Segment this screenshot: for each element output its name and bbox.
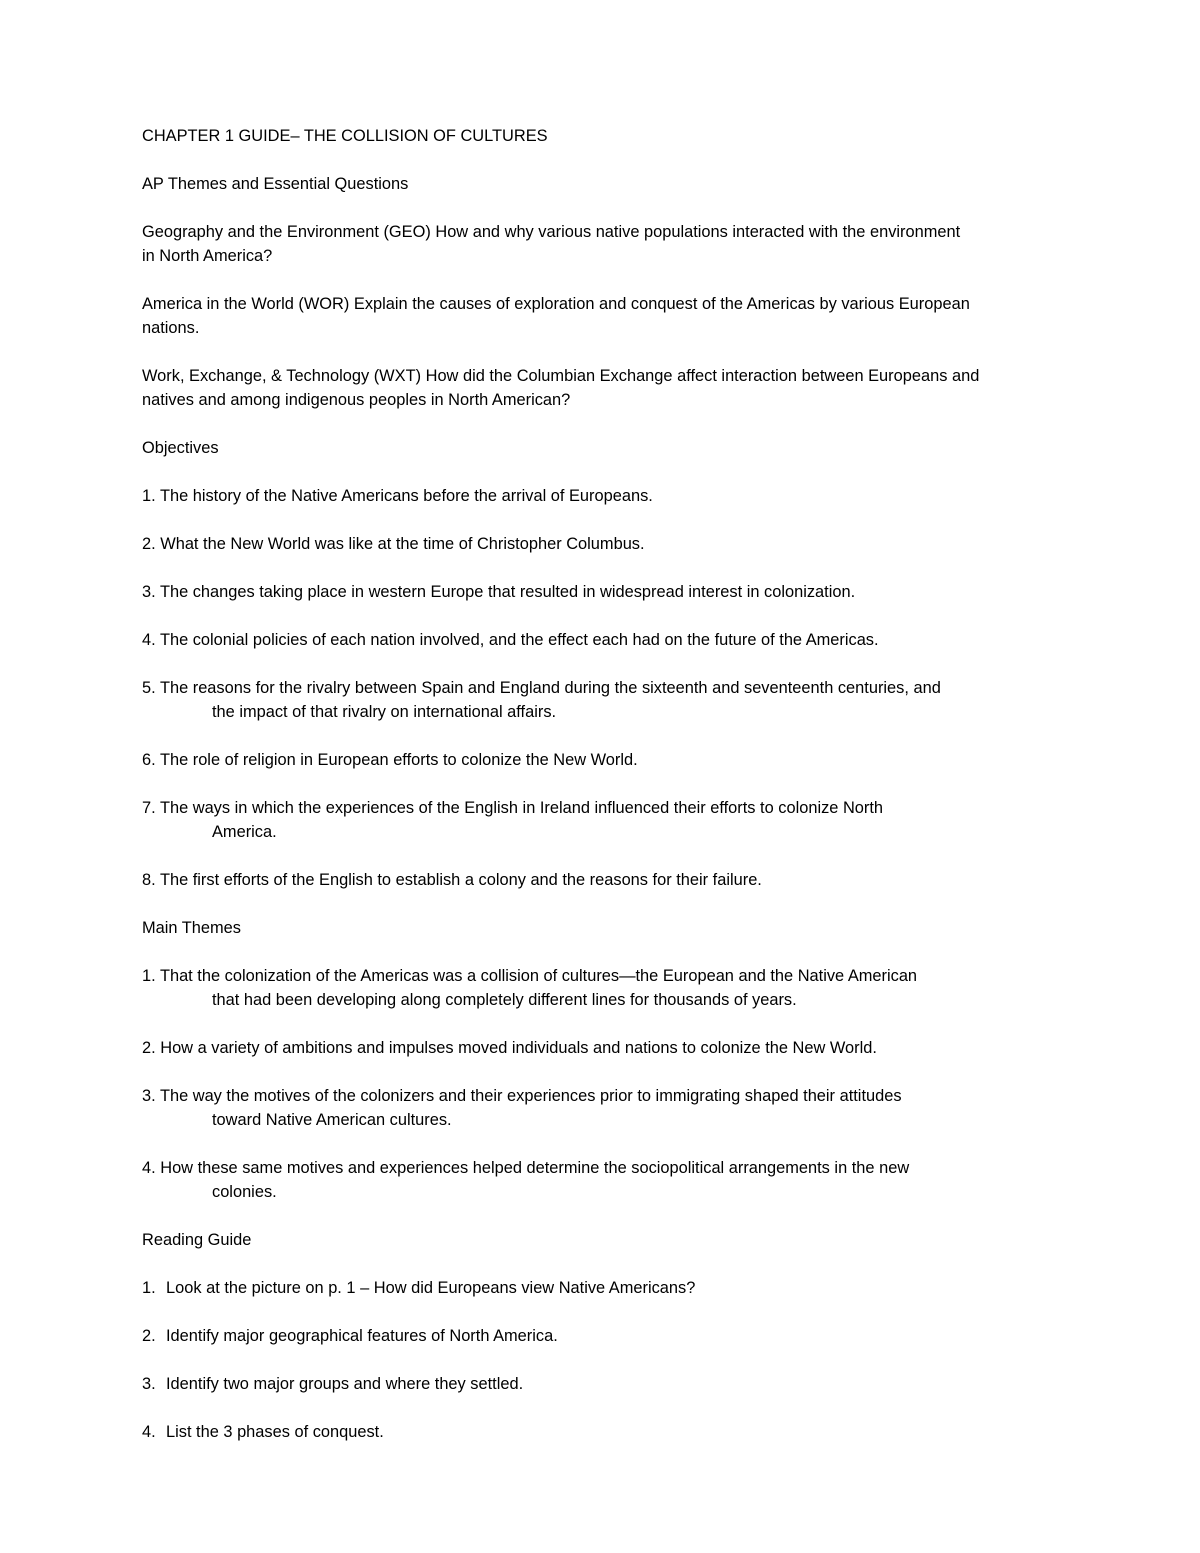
objective-item — [142, 628, 1062, 652]
objective-number: 6. — [142, 751, 156, 769]
objective-item — [142, 532, 1062, 556]
main-theme-text: That the colonization of the Americas was a collision of cultures—the European and the Native American — [159, 967, 918, 985]
objectives-heading: Objectives — [142, 439, 219, 457]
reading-guide-item — [142, 1420, 1062, 1444]
main-theme-item — [142, 1036, 1062, 1060]
objective-number: 4. — [142, 631, 156, 649]
main-theme-number: 1. — [142, 967, 156, 985]
objective-item — [142, 796, 1062, 844]
main-theme-number: 3. — [142, 1087, 156, 1105]
main-theme-text-continued: toward Native American cultures. — [212, 1111, 452, 1129]
objective-item — [142, 868, 1062, 892]
objective-item — [142, 580, 1062, 604]
theme-wxt-line1: Work, Exchange, & Technology (WXT) How did the Columbian Exchange affect interaction between Europeans and — [142, 367, 980, 385]
reading-guide-text: List the 3 phases of conquest. — [166, 1423, 384, 1441]
objective-text: The history of the Native Americans before the arrival of Europeans. — [159, 487, 653, 505]
main-theme-number: 4. — [142, 1159, 156, 1177]
main-theme-text: How a variety of ambitions and impulses moved individuals and nations to colonize the New World. — [160, 1039, 877, 1057]
page-title: CHAPTER 1 GUIDE– THE COLLISION OF CULTURES — [142, 127, 548, 145]
theme-geo-line1: Geography and the Environment (GEO) How and why various native populations interacted with the environment — [142, 223, 961, 241]
objective-text: The colonial policies of each nation involved, and the effect each had on the future of the Americas. — [159, 631, 879, 649]
reading-guide-heading: Reading Guide — [142, 1231, 252, 1249]
theme-wxt — [142, 364, 1062, 412]
reading-guide-text: Identify two major groups and where they settled. — [166, 1375, 524, 1393]
objective-text: What the New World was like at the time of Christopher Columbus. — [160, 535, 645, 553]
theme-wor-line1: America in the World (WOR) Explain the causes of exploration and conquest of the Americas by various European — [142, 295, 970, 313]
objective-number: 8. — [142, 871, 156, 889]
reading-guide-number: 2. — [142, 1327, 156, 1345]
main-theme-item — [142, 1084, 1062, 1132]
objective-text: The first efforts of the English to establish a colony and the reasons for their failure. — [159, 871, 762, 889]
objective-item — [142, 676, 1062, 724]
main-themes-heading: Main Themes — [142, 919, 241, 937]
theme-wor — [142, 292, 1062, 340]
objective-number: 3. — [142, 583, 156, 601]
objective-text: The reasons for the rivalry between Spain and England during the sixteenth and seventeenth centuries, and — [159, 679, 941, 697]
reading-guide-text: Identify major geographical features of North America. — [166, 1327, 558, 1345]
main-theme-item — [142, 1156, 1062, 1204]
main-theme-text: How these same motives and experiences helped determine the sociopolitical arrangements in the new — [160, 1159, 910, 1177]
theme-wxt-line2: natives and among indigenous peoples in North American? — [142, 391, 571, 409]
theme-geo — [142, 220, 1062, 268]
main-theme-text-continued: colonies. — [212, 1183, 277, 1201]
reading-guide-number: 3. — [142, 1375, 156, 1393]
document-page — [142, 124, 1062, 1468]
themes-heading: AP Themes and Essential Questions — [142, 175, 409, 193]
reading-guide-item — [142, 1372, 1062, 1396]
objective-text: The changes taking place in western Europe that resulted in widespread interest in colonization. — [159, 583, 856, 601]
objective-text: The ways in which the experiences of the English in Ireland influenced their efforts to colonize North — [159, 799, 884, 817]
objective-number: 5. — [142, 679, 156, 697]
reading-guide-number: 1. — [142, 1279, 156, 1297]
main-theme-item — [142, 964, 1062, 1012]
objective-text-continued: America. — [212, 823, 277, 841]
theme-wor-line2: nations. — [142, 319, 200, 337]
main-theme-text-continued: that had been developing along completely different lines for thousands of years. — [212, 991, 797, 1009]
objective-item — [142, 748, 1062, 772]
reading-guide-item — [142, 1276, 1062, 1300]
main-theme-text: The way the motives of the colonizers and their experiences prior to immigrating shaped their attitudes — [159, 1087, 902, 1105]
objective-text: The role of religion in European efforts to colonize the New World. — [159, 751, 638, 769]
main-theme-number: 2. — [142, 1039, 156, 1057]
objective-number: 1. — [142, 487, 156, 505]
reading-guide-number: 4. — [142, 1423, 156, 1441]
objective-number: 7. — [142, 799, 156, 817]
theme-geo-line2: in North America? — [142, 247, 273, 265]
objective-item — [142, 484, 1062, 508]
objective-number: 2. — [142, 535, 156, 553]
objective-text-continued: the impact of that rivalry on international affairs. — [212, 703, 557, 721]
reading-guide-item — [142, 1324, 1062, 1348]
reading-guide-text: Look at the picture on p. 1 – How did Europeans view Native Americans? — [166, 1279, 696, 1297]
